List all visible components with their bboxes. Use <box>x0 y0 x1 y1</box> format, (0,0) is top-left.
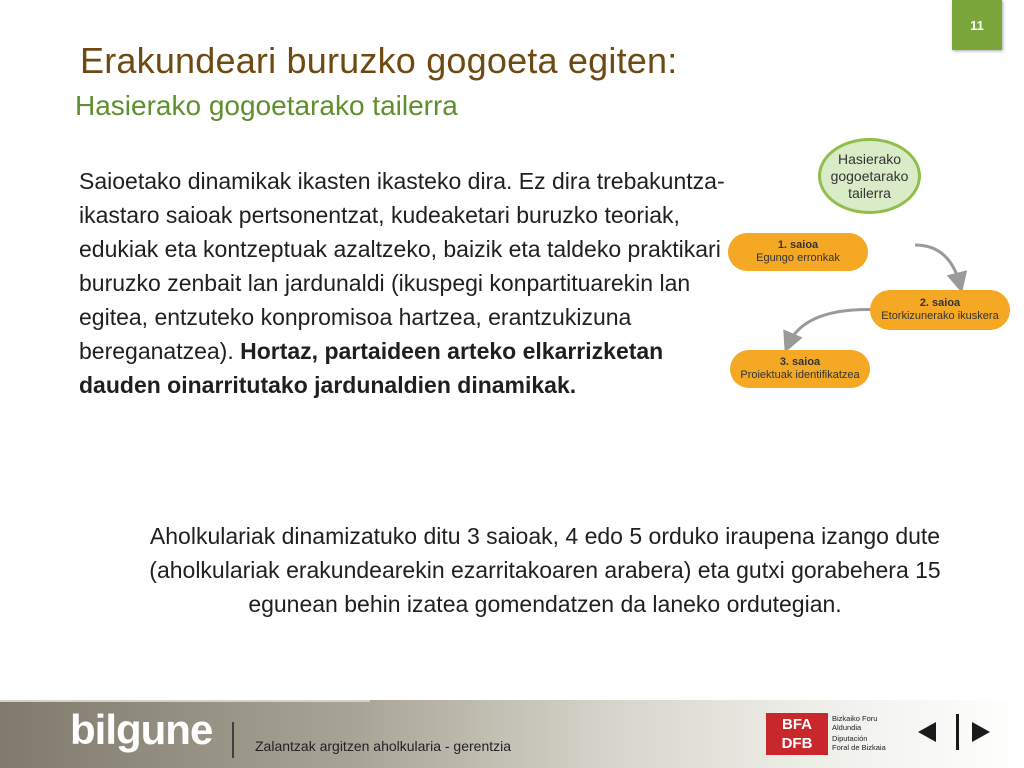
session-2-title: 2. saioa <box>919 297 961 309</box>
intro-paragraph <box>79 164 727 402</box>
workshop-circle-label: Hasierako gogoetarako tailerra <box>830 150 909 201</box>
sessions-diagram <box>720 135 1020 395</box>
bfa-line-1: Bizkaiko Foru <box>832 714 878 723</box>
slide-number: 11 <box>970 17 984 33</box>
bfa-dfb-text <box>832 714 902 752</box>
footer-caption: Zalantzak argitzen aholkularia - gerentzia <box>255 738 512 754</box>
sessions-paragraph: Aholkulariak dinamizatuko ditu 3 saioak, 4 edo 5 orduko iraupena izango dute (aholkulariak erakundearekin ezarritakoaren arabera) eta gutxi gorabehera 15 egunean behin izatea gomendatzen da laneko ordutegian. <box>149 523 941 617</box>
intro-paragraph-text: Saioetako dinamikak ikasten ikasteko dira. Ez dira trebakuntza-ikastaro saioak pertsonentzat, kudeaketari buruzko teoriak, edukiak eta kontzeptuak azaltzeko, baizik eta taldeko praktikari buruzko zenbait lan jardunaldi (ikuspegi konpartituarekin lan egitea, entzuteko konpromisoa hartzea, erantzukizuna bereganatzea). <box>79 168 725 364</box>
bfa-line-3: Diputación <box>832 734 868 743</box>
slide-number-badge <box>952 0 1002 50</box>
nav-separator <box>956 714 959 750</box>
workshop-circle <box>818 138 921 214</box>
session-2-box <box>870 290 1010 330</box>
bfa-line-4: Foral de Bizkaia <box>832 743 886 752</box>
slide-subtitle: Hasierako gogoetarako tailerra <box>75 90 458 121</box>
footer-divider <box>232 722 234 758</box>
footer-bar <box>0 700 1024 768</box>
bfa-dfb-mark: BFA DFB <box>766 713 828 755</box>
previous-slide-arrow-icon[interactable] <box>918 722 936 742</box>
session-3-label: Proiektuak identifikatzea <box>740 369 860 381</box>
footer-line <box>0 700 370 702</box>
bfa-line-2: Aldundia <box>832 723 862 732</box>
session-1-box <box>728 233 868 271</box>
session-1-label: Egungo erronkak <box>756 252 840 264</box>
arrow-1-to-2 <box>915 245 960 285</box>
intro-paragraph-bold: Hortaz, partaideen arteko elkarrizketan dauden oinarritutako jardunaldien dinamikak. <box>79 338 664 398</box>
session-1-title: 1. saioa <box>777 239 819 251</box>
session-3-title: 3. saioa <box>779 356 821 368</box>
session-2-label: Etorkizunerako ikuskera <box>881 310 999 322</box>
next-slide-arrow-icon[interactable] <box>972 722 990 742</box>
bfa-dfb-logo <box>766 713 888 755</box>
session-3-box <box>730 350 870 388</box>
slide-title: Erakundeari buruzko gogoeta egiten: <box>80 40 678 81</box>
bilgune-logo: bilgune <box>70 706 213 753</box>
